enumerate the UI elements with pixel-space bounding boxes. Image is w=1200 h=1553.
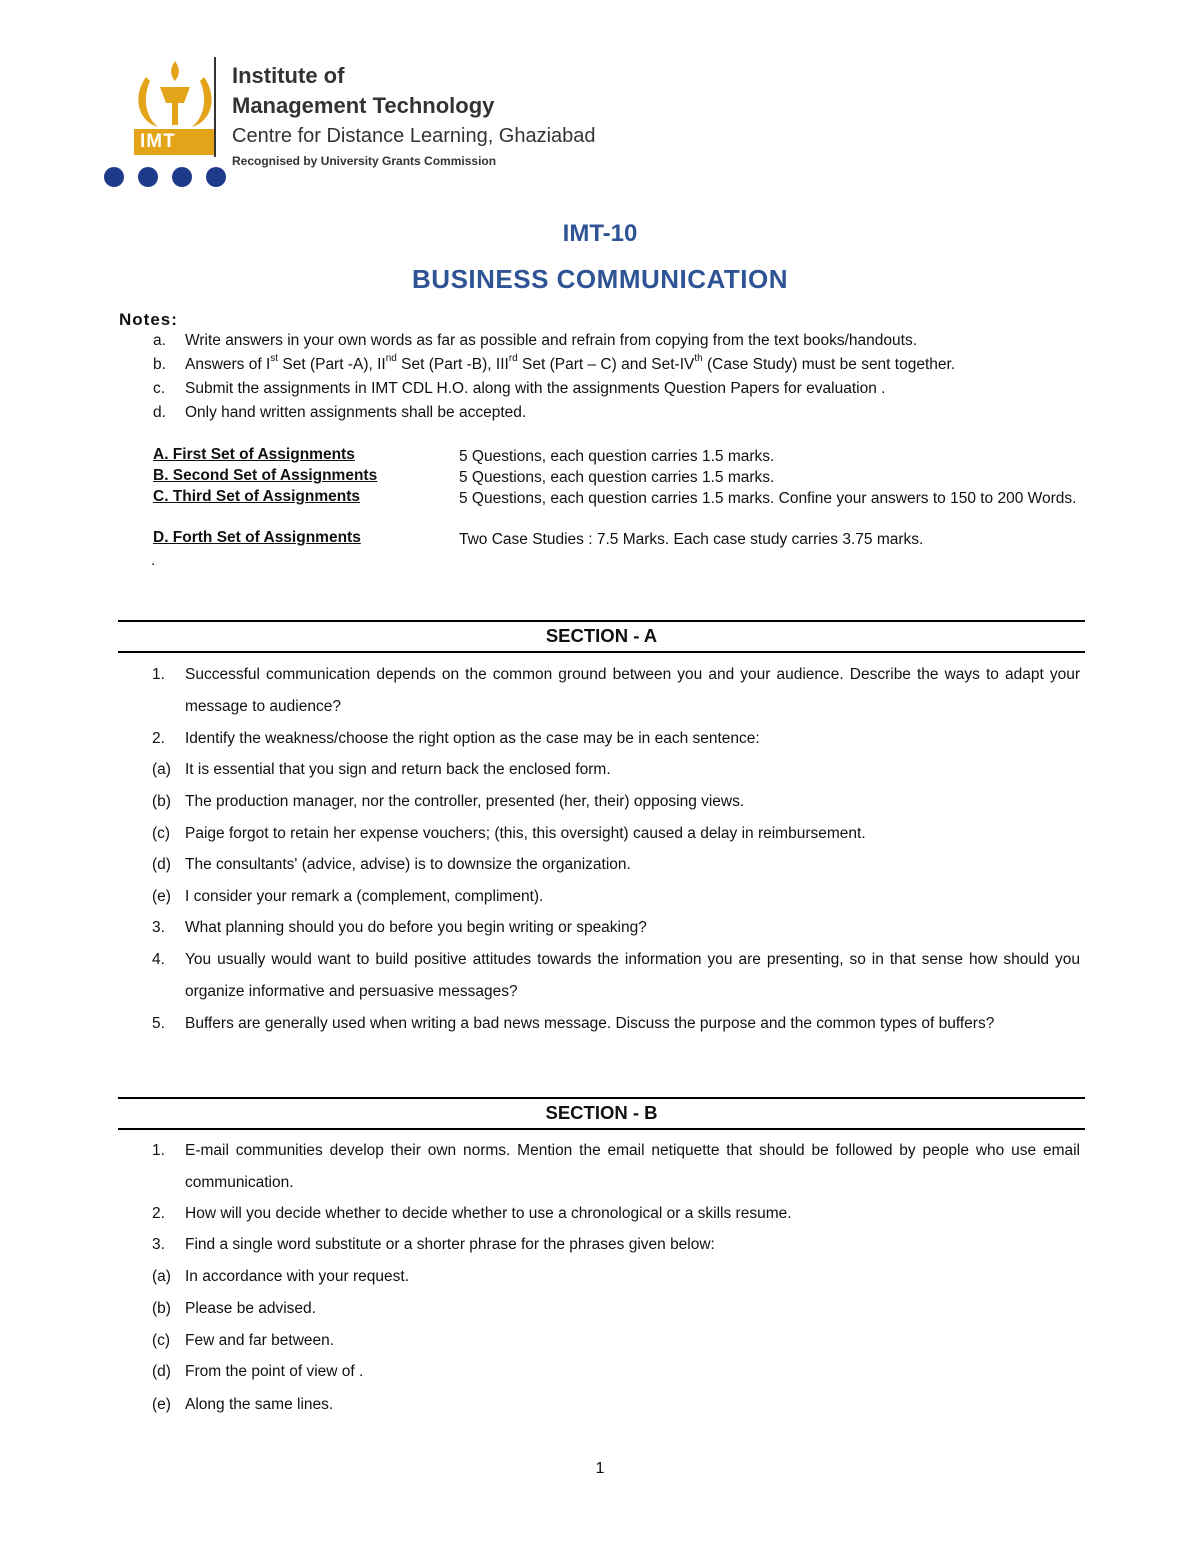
question-subitem: (c) Few and far between.: [152, 1332, 335, 1349]
set-detail: Two Case Studies : 7.5 Marks. Each case study carries 3.75 marks.: [459, 531, 924, 548]
question-item: 1. Successful communication depends on the common ground between you and your audience. Describe the ways to adapt your message to audience?: [152, 666, 1080, 715]
set-label: B. Second Set of Assignments: [153, 467, 378, 484]
question-item: 1. E-mail communities develop their own norms. Mention the email netiquette that should be followed by people who use email communication.: [152, 1142, 1080, 1191]
question-item: 3. Find a single word substitute or a shorter phrase for the phrases given below:: [152, 1236, 715, 1253]
question-subitem: (a) In accordance with your request.: [152, 1268, 410, 1285]
centre-line: Centre for Distance Learning, Ghaziabad: [232, 125, 596, 147]
set-label: C. Third Set of Assignments: [153, 488, 360, 505]
question-item: 2. How will you decide whether to decide whether to use a chronological or a skills resume.: [152, 1205, 792, 1222]
section-b-title: SECTION - B: [545, 1102, 658, 1123]
page-number: 1: [595, 1460, 605, 1477]
question-subitem: (e) Along the same lines.: [152, 1396, 334, 1413]
institute-line1: Institute of: [232, 63, 345, 88]
set-label: D. Forth Set of Assignments: [153, 529, 361, 546]
institute-logo: [100, 55, 600, 195]
question-subitem: (d) From the point of view of .: [152, 1363, 364, 1380]
institute-line2: Management Technology: [232, 93, 495, 118]
note-item: d. Only hand written assignments shall be accepted.: [153, 404, 527, 421]
question-subitem: (e) I consider your remark a (complement, compliment).: [152, 888, 544, 905]
question-item: 5. Buffers are generally used when writing a bad news message. Discuss the purpose and the common types of buffers?: [152, 1015, 995, 1032]
question-subitem: (d) The consultants' (advice, advise) is to downsize the organization.: [152, 856, 631, 873]
question-item: 2. Identify the weakness/choose the right option as the case may be in each sentence:: [152, 730, 760, 747]
section-b-bottom-rule: [118, 1128, 1085, 1130]
question-subitem: (a) It is essential that you sign and return back the enclosed form.: [152, 761, 611, 778]
set-label: A. First Set of Assignments: [153, 446, 355, 463]
logo-text: [232, 63, 596, 168]
set-detail: 5 Questions, each question carries 1.5 marks.: [459, 469, 775, 486]
section-a-bottom-rule: [118, 651, 1085, 653]
section-b-top-rule: [118, 1097, 1085, 1099]
notes-heading: Notes:: [119, 310, 178, 329]
section-a-title: SECTION - A: [545, 625, 658, 646]
question-subitem: (b) The production manager, nor the controller, presented (her, their) opposing views.: [152, 793, 745, 810]
course-code: IMT-10: [562, 220, 638, 247]
recognition-line: Recognised by University Grants Commission: [232, 154, 497, 168]
set-detail: 5 Questions, each question carries 1.5 marks. Confine your answers to 150 to 200 Words.: [459, 490, 1077, 507]
note-item: a. Write answers in your own words as far as possible and refrain from copying from the text books/handouts.: [153, 332, 918, 349]
question-subitem: (c) Paige forgot to retain her expense vouchers; (this, this oversight) caused a delay in reimbursement.: [152, 825, 866, 842]
logo-divider: [214, 57, 216, 157]
logo-mark-text: IMT: [140, 131, 176, 152]
course-title: BUSINESS COMMUNICATION: [412, 264, 788, 294]
section-a-top-rule: [118, 620, 1085, 622]
set-detail: 5 Questions, each question carries 1.5 marks.: [459, 448, 775, 465]
note-item: b. Answers of Ist Set (Part -A), IInd Set (Part -B), IIIrd Set (Part – C) and Set-IVth (Case Study) must be sent together.: [153, 353, 956, 373]
question-item: 4. You usually would want to build positive attitudes towards the information you are presenting, so in that sense how should you organize informative and persuasive messages?: [152, 951, 1080, 1000]
question-item: 3. What planning should you do before you begin writing or speaking?: [152, 919, 647, 936]
stray-dot: .: [151, 552, 156, 569]
note-item: c. Submit the assignments in IMT CDL H.O. along with the assignments Question Papers for evaluation .: [153, 380, 886, 397]
question-subitem: (b) Please be advised.: [152, 1300, 316, 1317]
